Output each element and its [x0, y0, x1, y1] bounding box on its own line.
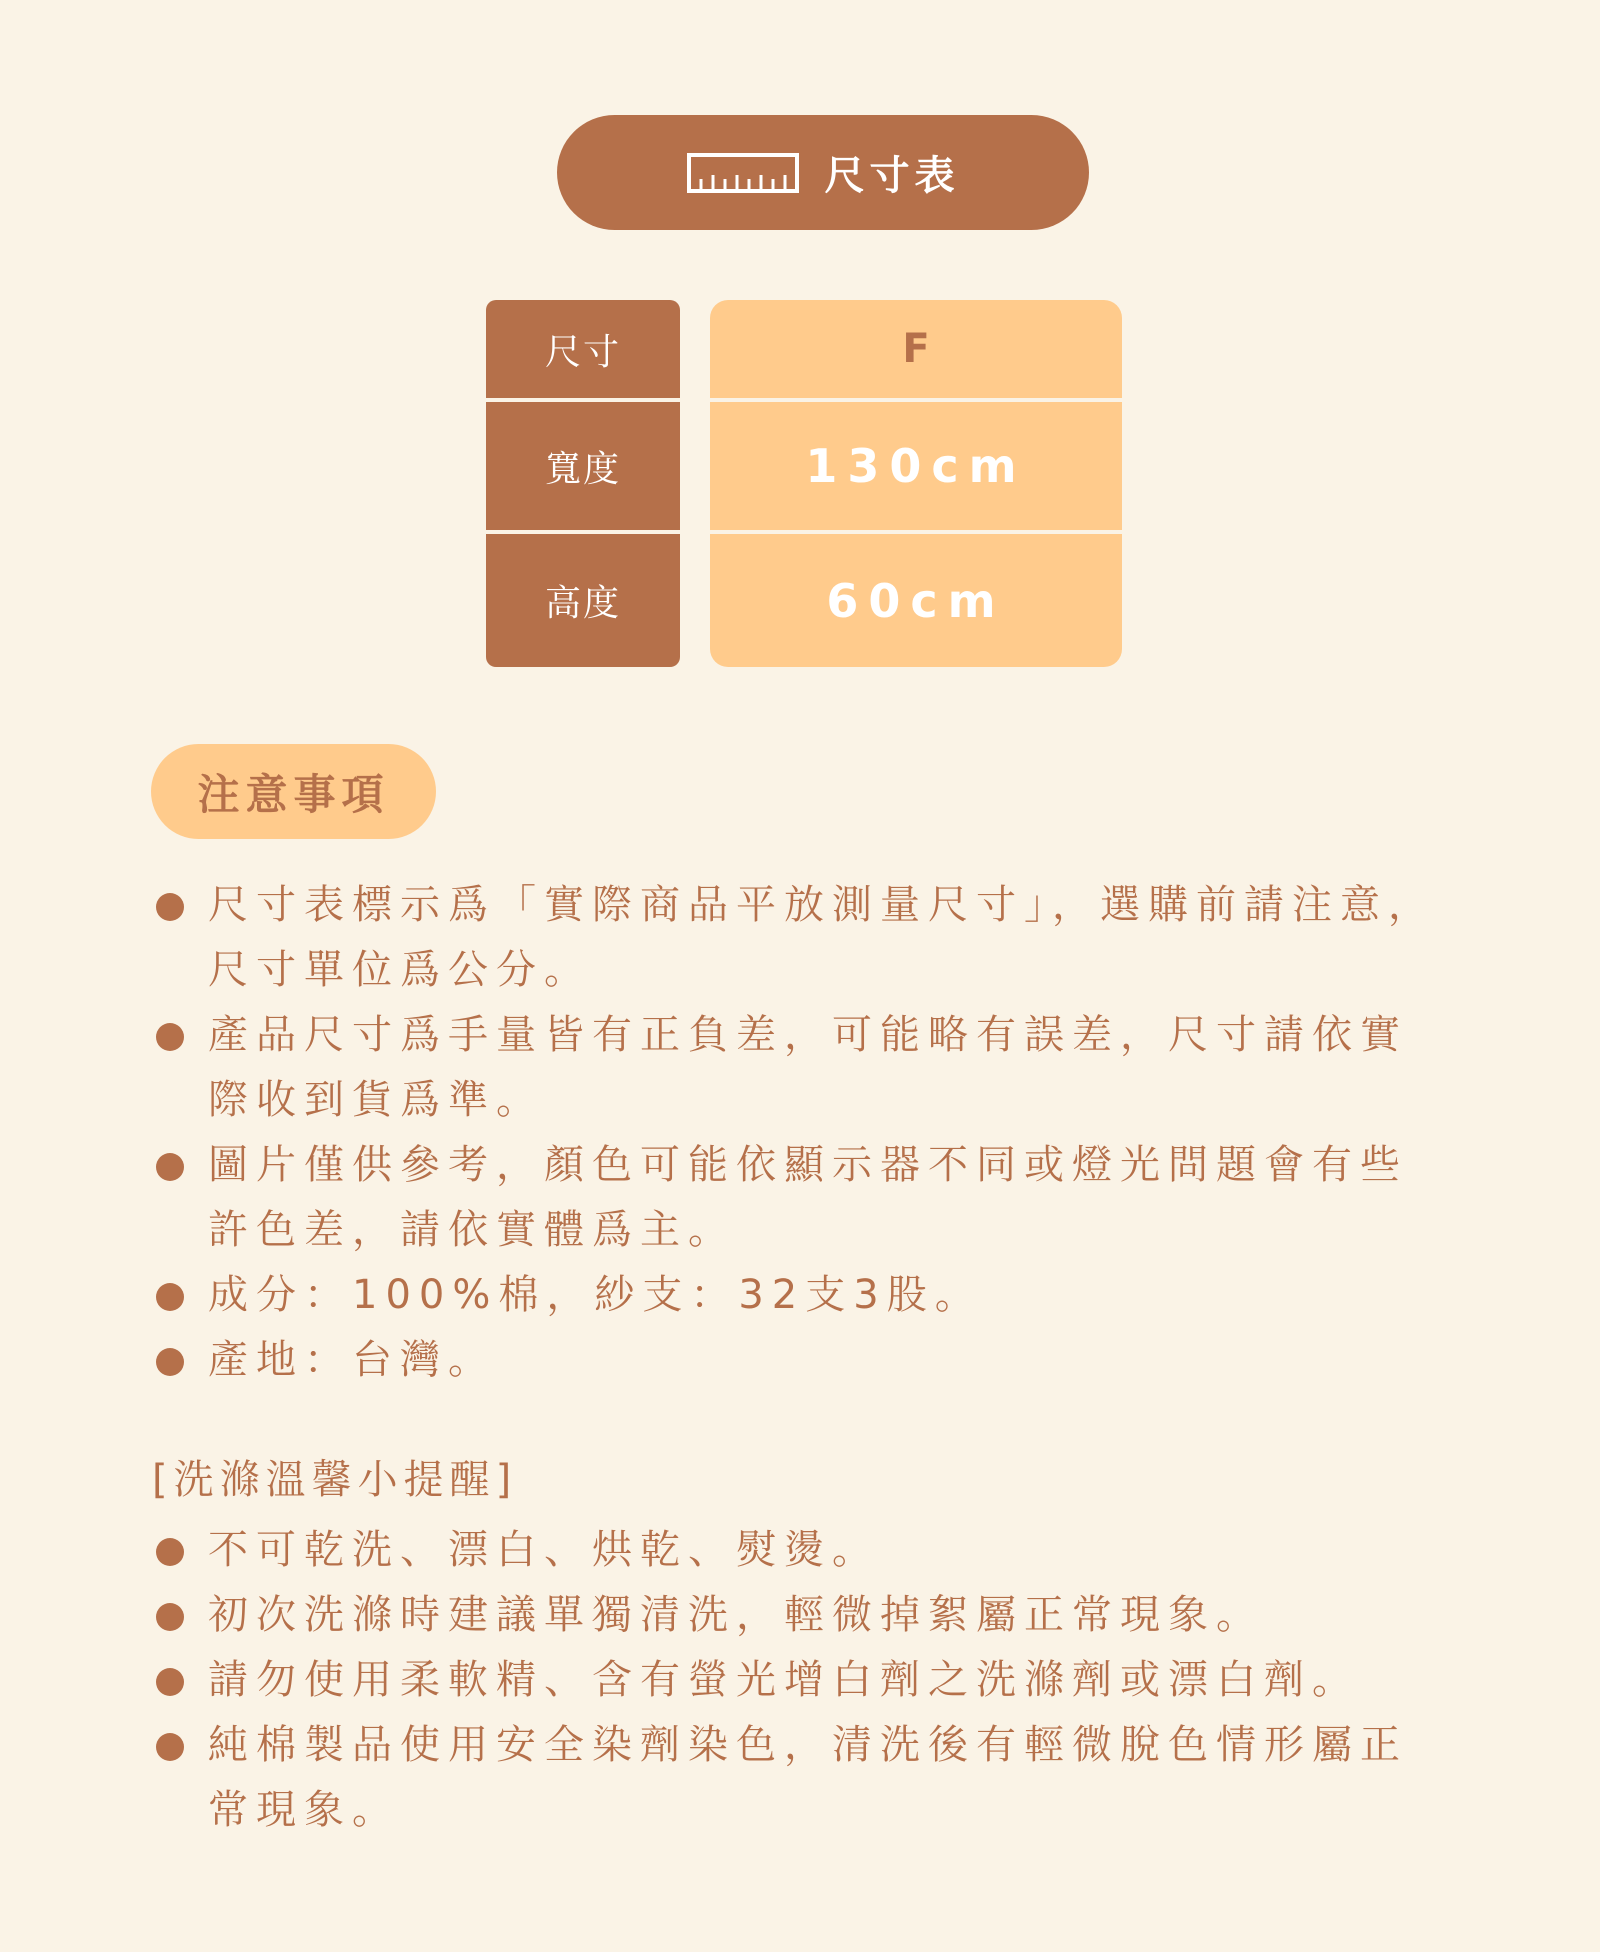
- page-title: 尺寸表: [824, 153, 960, 199]
- size-chart-header: [557, 115, 1089, 230]
- care-tips-heading: [洗滌溫馨小提醒]: [152, 1457, 518, 1503]
- notice-title: 注意事項: [197, 769, 390, 819]
- list-item: [152, 873, 1452, 1003]
- list-item: [152, 1518, 1452, 1583]
- width-label: 寬度: [544, 448, 621, 490]
- care-tips-list: [152, 1518, 1452, 1843]
- width-value: 130cm: [805, 439, 1027, 493]
- size-table-label-cell: [486, 402, 680, 530]
- size-table-label-column: [486, 300, 680, 667]
- list-item: [152, 1263, 1452, 1328]
- height-label: 高度: [544, 583, 621, 624]
- list-item-text: 產地：台灣。: [208, 1337, 496, 1383]
- list-item: [152, 1003, 1452, 1133]
- bullet-dot-icon: [156, 1538, 184, 1566]
- size-table-value-cell: [710, 534, 1122, 667]
- list-item: [152, 1648, 1452, 1713]
- list-item: [152, 1713, 1452, 1843]
- bullet-dot-icon: [156, 1733, 184, 1761]
- bullet-dot-icon: [156, 893, 184, 921]
- size-table-value-cell: [710, 402, 1122, 530]
- ruler-icon: [687, 153, 799, 193]
- notice-list: [152, 873, 1452, 1393]
- list-item-text: 初次洗滌時建議單獨清洗，輕微掉絮屬正常現象。: [208, 1592, 1264, 1638]
- size-table-label-cell: [486, 300, 680, 398]
- list-item-text: 不可乾洗、漂白、烘乾、熨燙。: [208, 1527, 880, 1573]
- size-table-value-column: [710, 300, 1122, 667]
- list-item-text: 圖片僅供參考，顏色可能依顯示器不同或燈光問題會有些許色差，請依實體爲主。: [208, 1142, 1408, 1253]
- size-table-label-cell: [486, 534, 680, 667]
- list-item-text: 尺寸表標示爲「實際商品平放測量尺寸」，選購前請注意，尺寸單位爲公分。: [208, 882, 1436, 993]
- list-item-text: 成分：100%棉，紗支：32支3股。: [208, 1272, 983, 1318]
- bullet-dot-icon: [156, 1153, 184, 1181]
- size-label: 尺寸: [544, 331, 621, 373]
- size-value: F: [902, 326, 930, 372]
- height-value: 60cm: [826, 573, 1006, 628]
- bullet-dot-icon: [156, 1023, 184, 1051]
- bullet-dot-icon: [156, 1283, 184, 1311]
- bullet-dot-icon: [156, 1668, 184, 1696]
- list-item: [152, 1133, 1452, 1263]
- bullet-dot-icon: [156, 1348, 184, 1376]
- list-item-text: 請勿使用柔軟精、含有螢光增白劑之洗滌劑或漂白劑。: [208, 1657, 1360, 1703]
- size-table-value-cell: [710, 300, 1122, 398]
- list-item-text: 純棉製品使用安全染劑染色，清洗後有輕微脫色情形屬正常現象。: [208, 1722, 1408, 1833]
- list-item: [152, 1328, 1452, 1393]
- notice-badge: [151, 744, 436, 839]
- list-item-text: 產品尺寸爲手量皆有正負差，可能略有誤差，尺寸請依實際收到貨爲準。: [208, 1012, 1408, 1123]
- list-item: [152, 1583, 1452, 1648]
- bullet-dot-icon: [156, 1603, 184, 1631]
- size-table: [486, 300, 1122, 667]
